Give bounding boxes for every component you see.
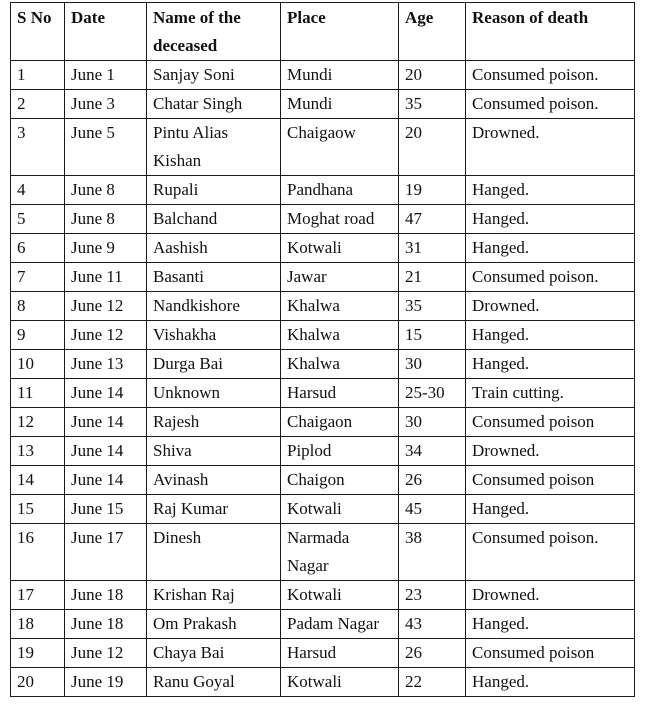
cell-name: Krishan Raj [147, 581, 281, 610]
cell-age: 26 [399, 639, 466, 668]
cell-place: Harsud [281, 379, 399, 408]
cell-date: June 14 [65, 466, 147, 495]
cell-age: 30 [399, 350, 466, 379]
header-name: Name of the deceased [147, 3, 281, 61]
cell-age: 19 [399, 176, 466, 205]
cell-place: Mundi [281, 90, 399, 119]
cell-name: Rajesh [147, 408, 281, 437]
cell-name: Sanjay Soni [147, 61, 281, 90]
cell-reason: Consumed poison. [466, 90, 635, 119]
cell-reason: Drowned. [466, 292, 635, 321]
cell-name: Basanti [147, 263, 281, 292]
cell-date: June 18 [65, 581, 147, 610]
cell-place: Piplod [281, 437, 399, 466]
cell-reason: Hanged. [466, 495, 635, 524]
cell-reason: Hanged. [466, 350, 635, 379]
cell-reason: Hanged. [466, 610, 635, 639]
cell-date: June 13 [65, 350, 147, 379]
cell-date: June 8 [65, 176, 147, 205]
cell-sno: 10 [11, 350, 65, 379]
cell-place: Khalwa [281, 292, 399, 321]
cell-place: Kotwali [281, 495, 399, 524]
cell-reason: Consumed poison. [466, 524, 635, 581]
cell-reason: Consumed poison. [466, 61, 635, 90]
cell-name: Vishakha [147, 321, 281, 350]
cell-age: 35 [399, 90, 466, 119]
cell-date: June 18 [65, 610, 147, 639]
cell-reason: Drowned. [466, 437, 635, 466]
cell-sno: 7 [11, 263, 65, 292]
cell-place: Narmada Nagar [281, 524, 399, 581]
cell-sno: 5 [11, 205, 65, 234]
cell-age: 43 [399, 610, 466, 639]
table-row [11, 379, 635, 408]
cell-name: Pintu Alias Kishan [147, 119, 281, 176]
cell-place: Kotwali [281, 581, 399, 610]
cell-reason: Train cutting. [466, 379, 635, 408]
cell-age: 30 [399, 408, 466, 437]
cell-age: 20 [399, 61, 466, 90]
cell-reason: Hanged. [466, 668, 635, 697]
header-sno: S No [11, 3, 65, 61]
cell-age: 31 [399, 234, 466, 263]
cell-sno: 4 [11, 176, 65, 205]
cell-place: Jawar [281, 263, 399, 292]
cell-name: Rupali [147, 176, 281, 205]
cell-sno: 2 [11, 90, 65, 119]
cell-name: Dinesh [147, 524, 281, 581]
table-row [11, 639, 635, 668]
cell-sno: 12 [11, 408, 65, 437]
table-row [11, 610, 635, 639]
cell-place: Khalwa [281, 350, 399, 379]
cell-place: Chaigaow [281, 119, 399, 176]
cell-place: Mundi [281, 61, 399, 90]
cell-age: 22 [399, 668, 466, 697]
cell-sno: 15 [11, 495, 65, 524]
cell-date: June 9 [65, 234, 147, 263]
cell-name: Avinash [147, 466, 281, 495]
cell-sno: 14 [11, 466, 65, 495]
cell-sno: 18 [11, 610, 65, 639]
cell-reason: Hanged. [466, 176, 635, 205]
table-row [11, 350, 635, 379]
table-row [11, 234, 635, 263]
header-place: Place [281, 3, 399, 61]
table-row [11, 263, 635, 292]
cell-date: June 14 [65, 379, 147, 408]
cell-date: June 14 [65, 408, 147, 437]
cell-place: Chaigon [281, 466, 399, 495]
table-row [11, 292, 635, 321]
cell-date: June 1 [65, 61, 147, 90]
cell-reason: Consumed poison [466, 408, 635, 437]
cell-sno: 17 [11, 581, 65, 610]
cell-reason: Hanged. [466, 205, 635, 234]
cell-sno: 9 [11, 321, 65, 350]
table-row [11, 61, 635, 90]
table-row [11, 524, 635, 581]
cell-age: 21 [399, 263, 466, 292]
cell-age: 47 [399, 205, 466, 234]
header-reason: Reason of death [466, 3, 635, 61]
cell-age: 25-30 [399, 379, 466, 408]
cell-name: Balchand [147, 205, 281, 234]
cell-place: Harsud [281, 639, 399, 668]
cell-date: June 5 [65, 119, 147, 176]
table-row [11, 321, 635, 350]
cell-date: June 12 [65, 639, 147, 668]
cell-place: Chaigaon [281, 408, 399, 437]
cell-place: Padam Nagar [281, 610, 399, 639]
cell-date: June 17 [65, 524, 147, 581]
cell-date: June 3 [65, 90, 147, 119]
table-row [11, 176, 635, 205]
table-row [11, 408, 635, 437]
cell-sno: 8 [11, 292, 65, 321]
cell-sno: 1 [11, 61, 65, 90]
cell-name: Durga Bai [147, 350, 281, 379]
cell-date: June 8 [65, 205, 147, 234]
header-date: Date [65, 3, 147, 61]
cell-sno: 20 [11, 668, 65, 697]
table-row [11, 466, 635, 495]
cell-date: June 19 [65, 668, 147, 697]
cell-name: Unknown [147, 379, 281, 408]
cell-name: Chatar Singh [147, 90, 281, 119]
cell-reason: Drowned. [466, 119, 635, 176]
cell-date: June 14 [65, 437, 147, 466]
cell-name: Om Prakash [147, 610, 281, 639]
cell-name: Raj Kumar [147, 495, 281, 524]
cell-reason: Consumed poison. [466, 263, 635, 292]
cell-name: Shiva [147, 437, 281, 466]
cell-date: June 15 [65, 495, 147, 524]
cell-reason: Consumed poison [466, 639, 635, 668]
cell-age: 35 [399, 292, 466, 321]
table-body [11, 61, 635, 697]
cell-date: June 11 [65, 263, 147, 292]
deaths-table [10, 2, 635, 697]
cell-reason: Drowned. [466, 581, 635, 610]
cell-age: 26 [399, 466, 466, 495]
table-row [11, 437, 635, 466]
table-row [11, 495, 635, 524]
cell-reason: Hanged. [466, 234, 635, 263]
cell-sno: 16 [11, 524, 65, 581]
cell-age: 20 [399, 119, 466, 176]
cell-name: Chaya Bai [147, 639, 281, 668]
cell-place: Moghat road [281, 205, 399, 234]
cell-sno: 6 [11, 234, 65, 263]
table-header [11, 3, 635, 61]
cell-age: 45 [399, 495, 466, 524]
header-age: Age [399, 3, 466, 61]
cell-age: 38 [399, 524, 466, 581]
cell-reason: Consumed poison [466, 466, 635, 495]
cell-age: 23 [399, 581, 466, 610]
cell-sno: 3 [11, 119, 65, 176]
cell-age: 15 [399, 321, 466, 350]
table-row [11, 90, 635, 119]
cell-place: Kotwali [281, 668, 399, 697]
cell-place: Khalwa [281, 321, 399, 350]
cell-place: Pandhana [281, 176, 399, 205]
cell-sno: 19 [11, 639, 65, 668]
table-row [11, 119, 635, 176]
table-row [11, 581, 635, 610]
cell-age: 34 [399, 437, 466, 466]
table-row [11, 668, 635, 697]
cell-name: Nandkishore [147, 292, 281, 321]
table-row [11, 205, 635, 234]
cell-sno: 11 [11, 379, 65, 408]
header-row [11, 3, 635, 61]
cell-name: Ranu Goyal [147, 668, 281, 697]
cell-reason: Hanged. [466, 321, 635, 350]
cell-date: June 12 [65, 321, 147, 350]
cell-place: Kotwali [281, 234, 399, 263]
cell-name: Aashish [147, 234, 281, 263]
cell-sno: 13 [11, 437, 65, 466]
cell-date: June 12 [65, 292, 147, 321]
